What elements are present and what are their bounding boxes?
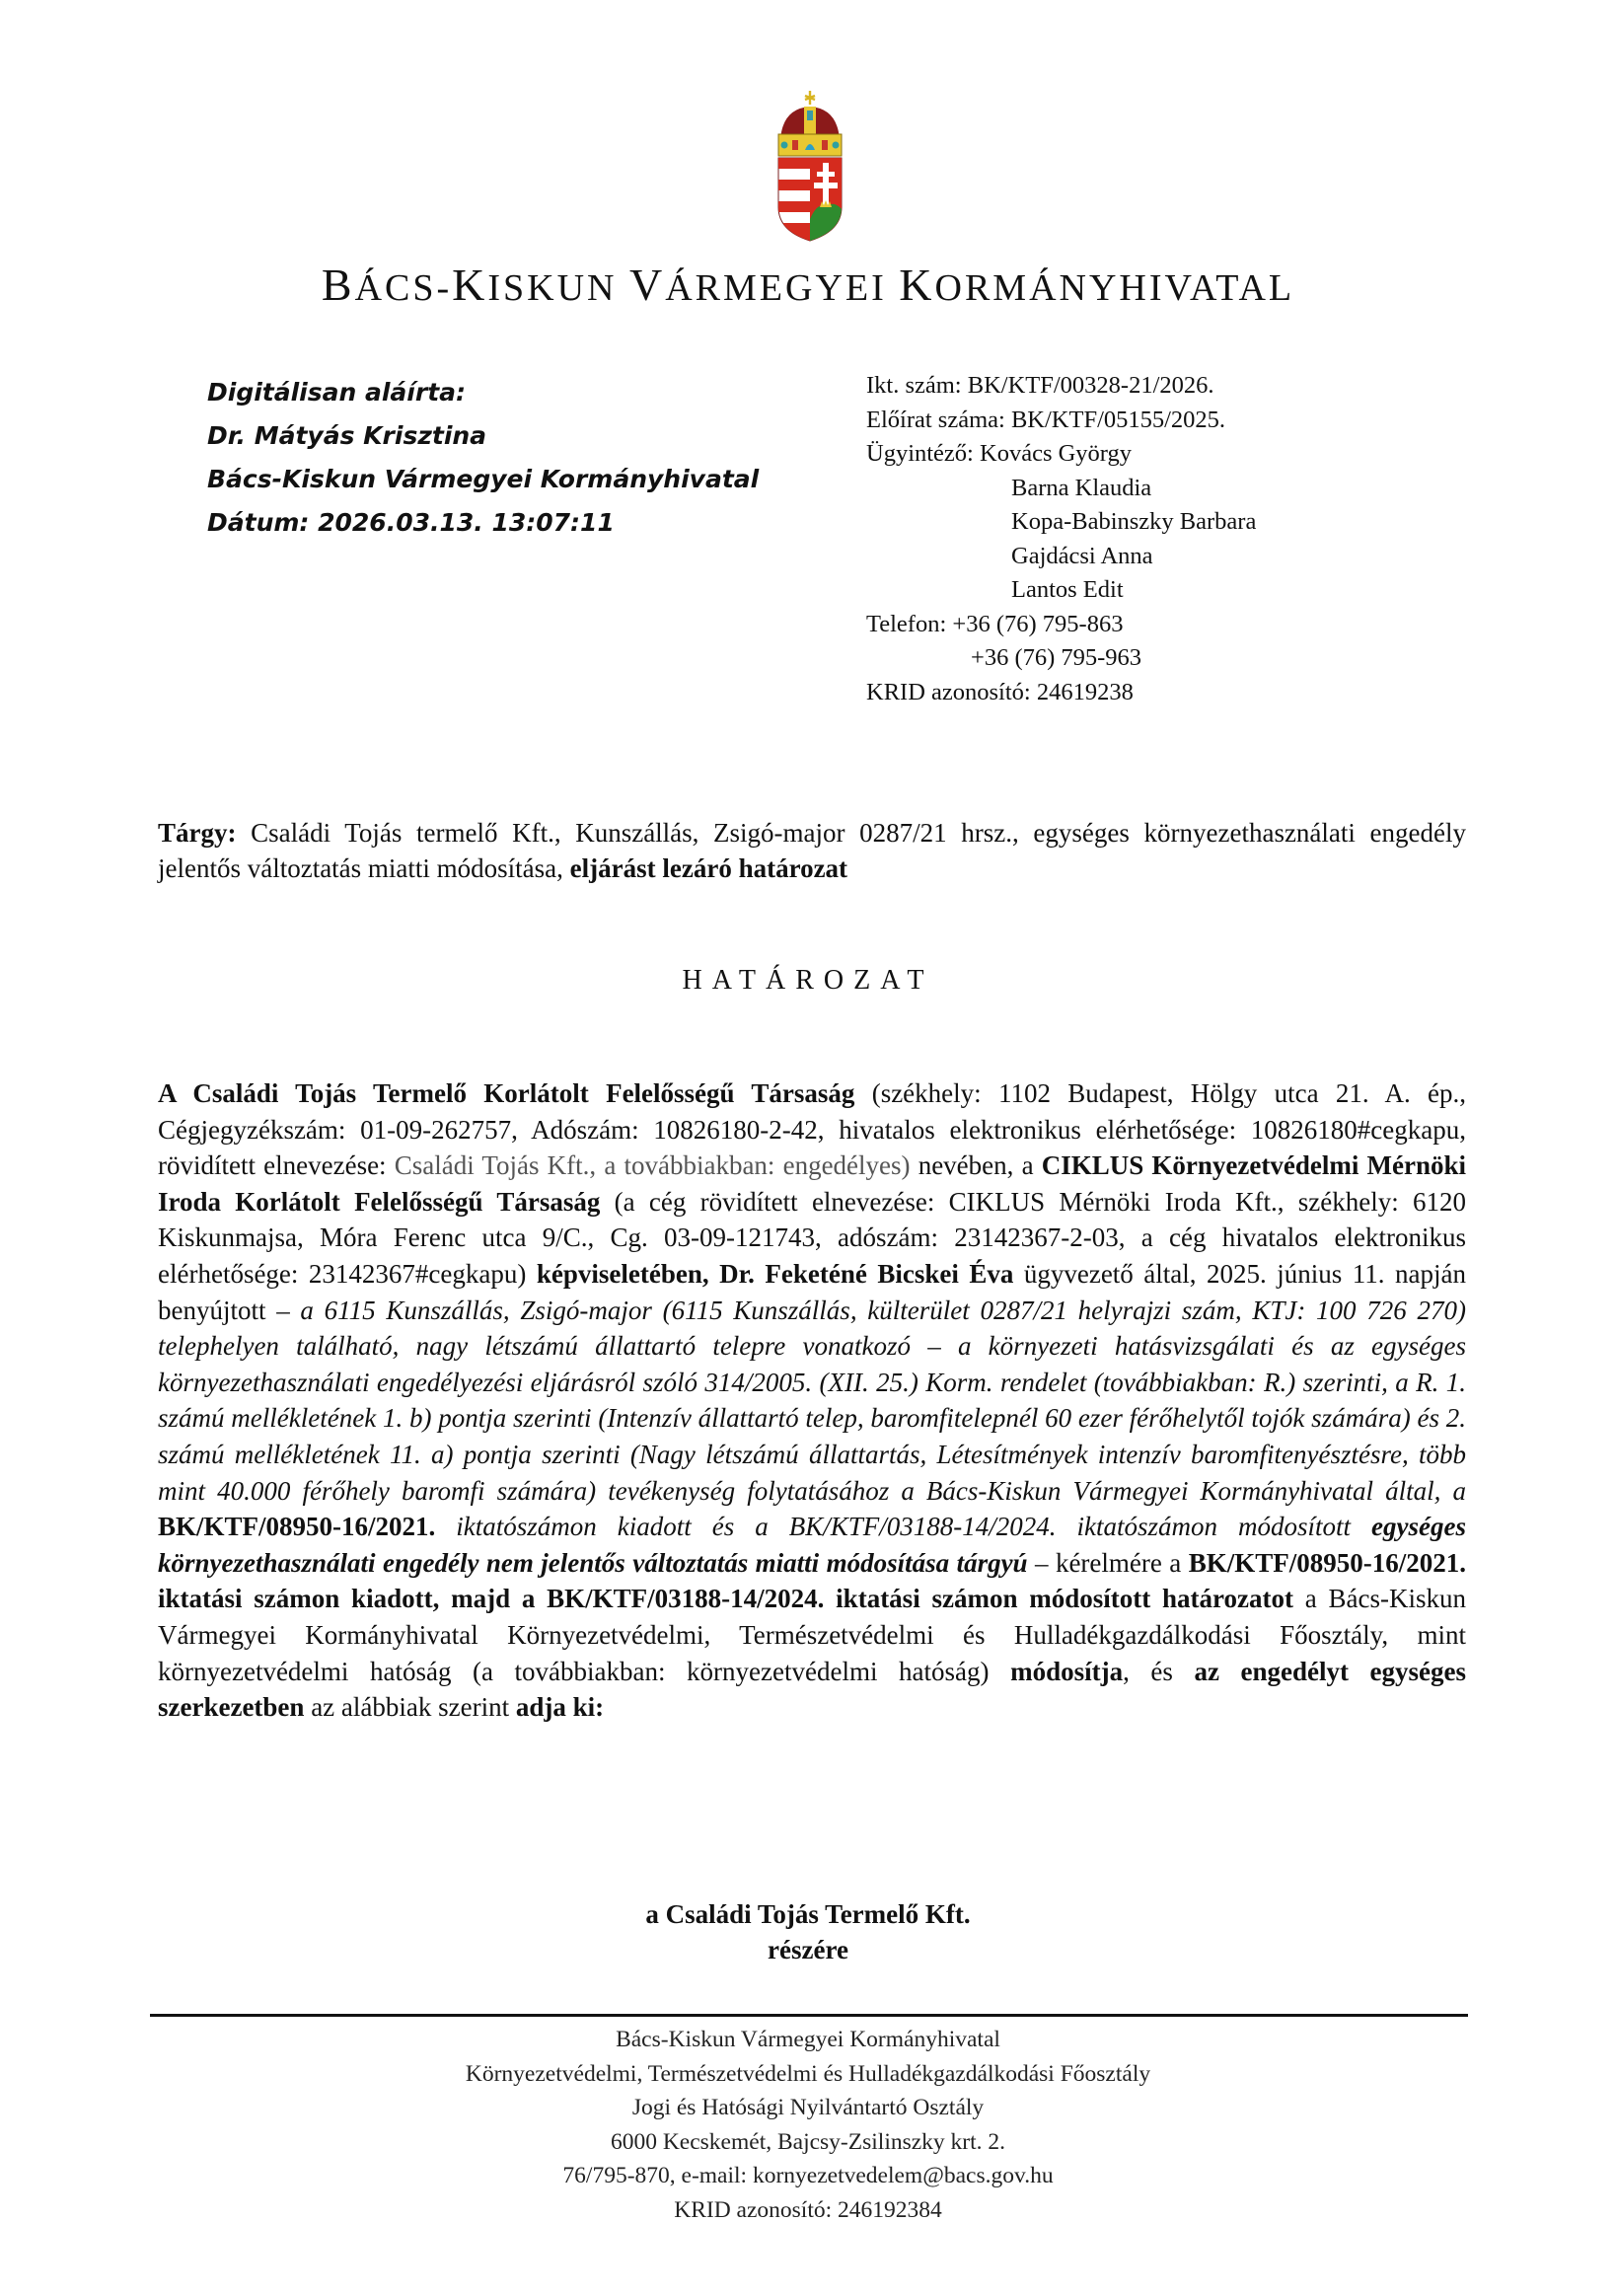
footer-krid: KRID azonosító: 246192384 bbox=[674, 2196, 942, 2223]
permit-number: BK/KTF/08950-16/2021. bbox=[158, 1512, 436, 1542]
applicant-name: A Családi Tojás Termelő Korlátolt Felelősségű Társaság bbox=[158, 1078, 855, 1108]
decision-title: HATÁROZAT bbox=[682, 965, 934, 996]
body-text: az alábbiak szerint bbox=[304, 1692, 516, 1723]
phone-number: +36 (76) 795-863 bbox=[952, 610, 1124, 637]
recipient-block bbox=[0, 1896, 1616, 1967]
decision-body bbox=[158, 1075, 1466, 1726]
case-officer-label: Ügyintéző: bbox=[866, 440, 980, 467]
body-italic-text: – bbox=[1027, 1547, 1049, 1578]
case-officer-name: Gajdácsi Anna bbox=[1011, 542, 1153, 569]
footer-department: Környezetvédelmi, Természetvédelmi és Hulladékgazdálkodási Főosztály bbox=[465, 2060, 1151, 2087]
subject-label: Tárgy: bbox=[158, 818, 237, 848]
recipient-suffix: részére bbox=[768, 1935, 848, 1964]
request-subject: egységes környezethasználati engedély nem jelentős változtatás miatti módosítása tárgyú bbox=[158, 1512, 1466, 1578]
body-text: (székhely: 1102 Budapest, Hölgy utca 21. A. ép., Cégjegyzékszám: 01-09-262757, Adószám: 10826180-2-42, hivatalos elektronikus elérhetősége: 10826180#cegkapu, rövidített elnevezése: bbox=[158, 1078, 1467, 1181]
subject-text: Családi Tojás termelő Kft., Kunszállás, Zsigó-major 0287/21 hrsz., egységes környezethasználati engedély jelentős változtatás miatti módosítása, bbox=[158, 818, 1466, 883]
hungarian-coat-of-arms-icon bbox=[774, 91, 845, 244]
case-officer-name: Kovács György bbox=[980, 440, 1133, 467]
signature-label: Digitálisan aláírta: bbox=[207, 378, 467, 407]
phone-row bbox=[866, 608, 1256, 642]
previous-file-number: Előírat száma: BK/KTF/05155/2025. bbox=[866, 406, 1226, 433]
body-text: (a cég rövidített elnevezése: CIKLUS Mérnöki Iroda Kft., székhely: 6120 Kiskunmajsa, Móra Ferenc utca 9/C., Cg. 03-09-121743, adószám: 23142367-2-03, a cég hivatalos elektronikus elérhetősége: 23142367#cegkapu) bbox=[158, 1186, 1466, 1289]
recipient-name: a Családi Tojás Termelő Kft. bbox=[645, 1899, 971, 1929]
signer-name: Dr. Mátyás Krisztina bbox=[207, 421, 487, 450]
reference-block bbox=[866, 369, 1256, 709]
footer-division: Jogi és Hatósági Nyilvántartó Osztály bbox=[631, 2095, 985, 2120]
body-text: kérelmére a bbox=[1048, 1547, 1189, 1578]
signer-organization: Bács-Kiskun Vármegyei Kormányhivatal bbox=[207, 465, 760, 493]
krid-id: KRID azonosító: 24619238 bbox=[866, 678, 1134, 705]
footer-contact: 76/795-870, e-mail: kornyezetvedelem@bacs.gov.hu bbox=[562, 2163, 1054, 2188]
body-text: nevében, a bbox=[910, 1150, 1042, 1181]
body-italic-text: iktatószámon kiadott és a BK/KTF/03188-14/2024. iktatószámon módosított bbox=[435, 1512, 1372, 1542]
body-bold-text: módosítja bbox=[1010, 1656, 1124, 1686]
file-number: Ikt. szám: BK/KTF/00328-21/2026. bbox=[866, 372, 1214, 399]
case-officer-name: Lantos Edit bbox=[1011, 576, 1124, 603]
modified-decision-reference: BK/KTF/08950-16/2021. iktatási számon kiadott, majd a BK/KTF/03188-14/2024. iktatási számon módosított határozatot bbox=[158, 1547, 1466, 1614]
representative-company: CIKLUS Környezetvédelmi Mérnöki Iroda Korlátolt Felelősségű Társaság bbox=[158, 1150, 1466, 1217]
signature-date: Dátum: 2026.03.13. 13:07:11 bbox=[207, 508, 615, 537]
body-bold-text: az engedélyt egységes szerkezetben bbox=[158, 1656, 1466, 1723]
subject-bold-tail: eljárást lezáró határozat bbox=[569, 853, 848, 883]
representative-person: képviseletében, Dr. Feketéné Bicskei Éva bbox=[536, 1258, 1014, 1289]
phone-label: Telefon: bbox=[866, 610, 953, 637]
phone-number: +36 (76) 795-963 bbox=[971, 644, 1142, 671]
footer-address-block bbox=[0, 2023, 1616, 2227]
case-officer-row bbox=[866, 437, 1256, 472]
body-text: Családi Tojás Kft., a továbbiakban: engedélyes) bbox=[394, 1150, 911, 1181]
digital-signature-block bbox=[207, 371, 759, 545]
body-bold-text: adja ki: bbox=[515, 1692, 605, 1723]
case-officer-name: Barna Klaudia bbox=[1011, 474, 1152, 501]
footer-agency: Bács-Kiskun Vármegyei Kormányhivatal bbox=[616, 2027, 1000, 2052]
body-text: a Bács-Kiskun Vármegyei Kormányhivatal Környezetvédelmi, Természetvédelmi és Hulladékgazdálkodási Főosztály, mint környezetvédelmi hatóság (a továbbiakban: környezetvédelmi hatóság) bbox=[158, 1584, 1467, 1686]
body-text: , és bbox=[1123, 1656, 1195, 1686]
footer-address: 6000 Kecskemét, Bajcsy-Zsilinszky krt. 2. bbox=[610, 2128, 1006, 2155]
subject-paragraph bbox=[158, 815, 1466, 886]
case-officer-name: Kopa-Babinszky Barbara bbox=[1011, 508, 1257, 535]
footer-divider bbox=[150, 2014, 1468, 2017]
agency-title: BÁCS-KISKUN VÁRMEGYEI KORMÁNYHIVATAL bbox=[321, 259, 1295, 310]
body-italic-text: a 6115 Kunszállás, Zsigó-major (6115 Kunszállás, külterület 0287/21 helyrajzi szám, KTJ: 100 726 270) telephelyen található, nagy létszámú állattartó telepre vonatkozó – a környezeti hatásvizsgálati és az egységes környezethasználati engedélyezési eljárásról szóló 314/2005. (XII. 25.) Korm. rendelet (továbbiakban: R.) szerinti, a R. 1. számú mellékletének 1. b) pontja szerinti (Intenzív állattartó telep, baromfitelepnél 60 ezer férőhelytől tojók számára) és 2. számú mellékletének 11. a) pontja szerinti (Nagy létszámú állattartás, Létesítmények intenzív baromfitenyésztésre, több mint 40.000 férőhely baromfi számára) tevékenység folytatásához a Bács-Kiskun Vármegyei Kormányhivatal által, a bbox=[158, 1295, 1466, 1506]
body-text: ügyvezető által, 2025. június 11. napján benyújtott – bbox=[158, 1258, 1467, 1325]
